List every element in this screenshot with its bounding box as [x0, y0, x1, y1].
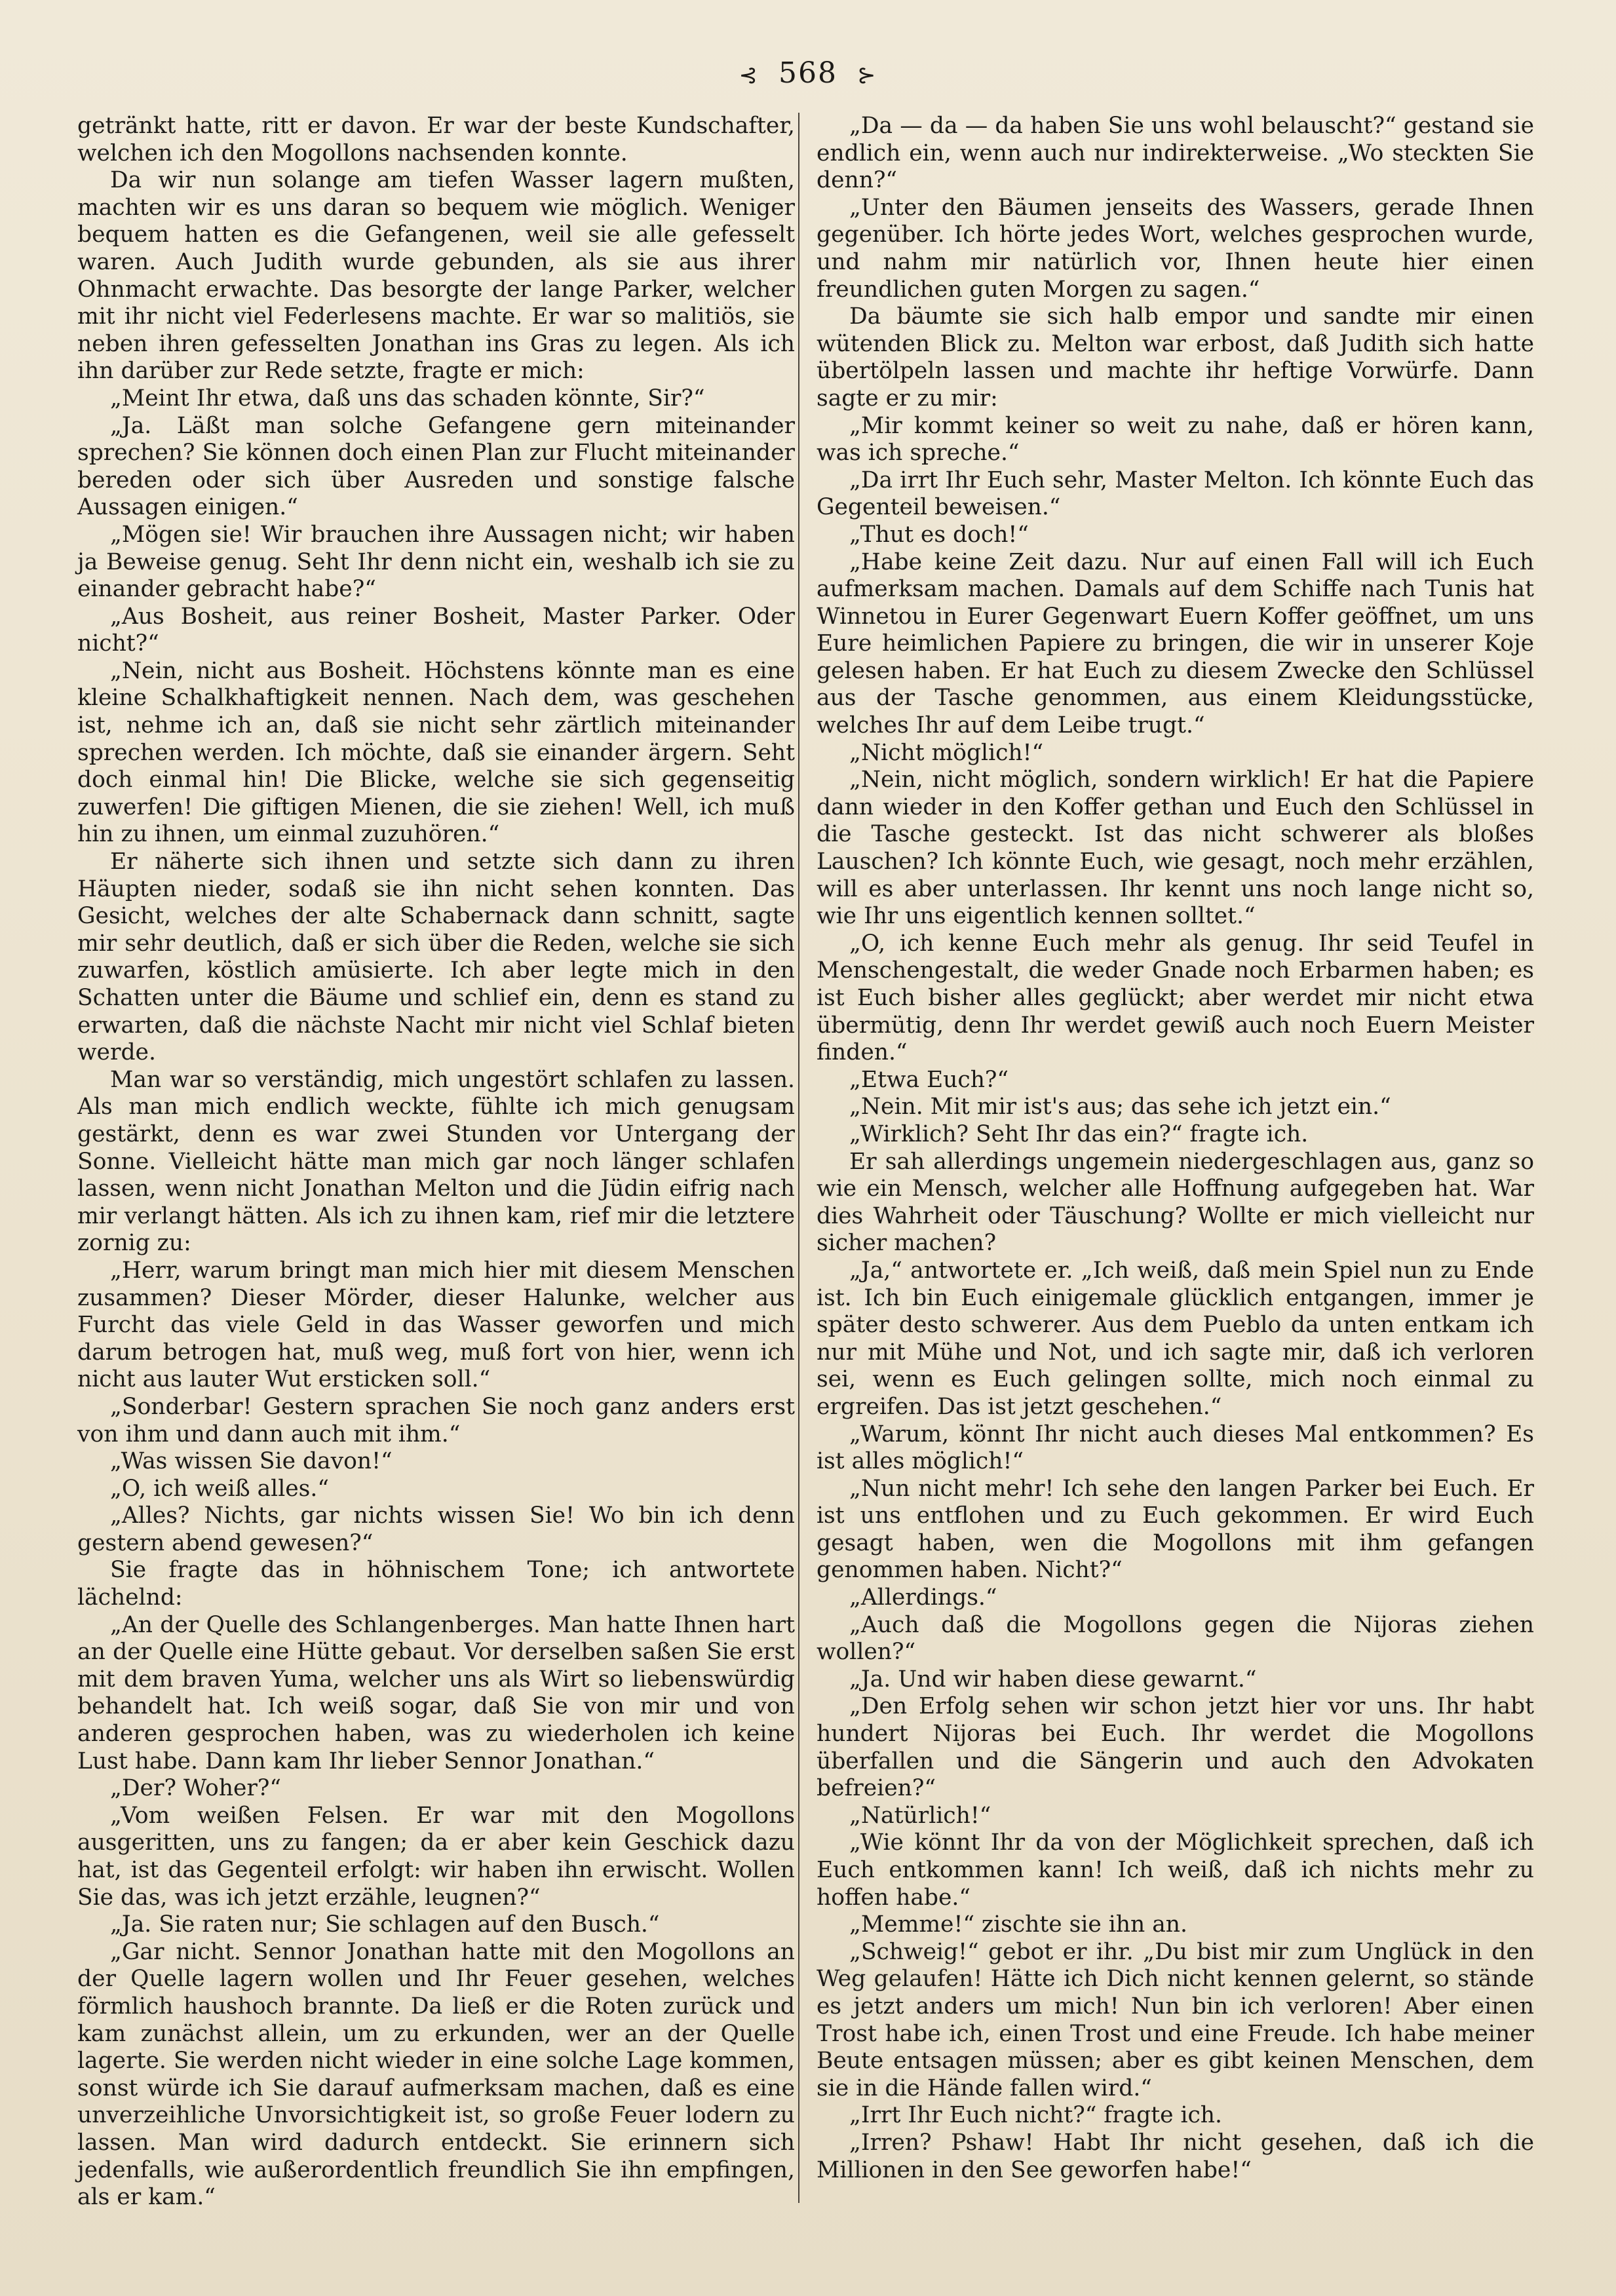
paragraph: „Ja. Sie raten nur; Sie schlagen auf den Busch.“	[110, 1911, 660, 1938]
paragraph: „Nein, nicht aus Bosheit. Höchstens könnte man es eine kleine Schalkhaftigkeit nennen. Nach dem, was geschehen ist, nehme ich an, daß sie nicht sehr zärtlich miteinander sprechen werden. Ich möchte, daß sie einander ärgern. Seht doch einmal hin! Die Blicke, welche sie sich gegenseitig zuwerfen! Die giftigen Mienen, die sie ziehen! Well, ich muß hin zu ihnen, um einmal zuzuhören.“	[77, 657, 795, 848]
paragraph: „Allerdings.“	[849, 1584, 997, 1611]
paragraph: „Mir kommt keiner so weit zu nahe, daß er hören kann, was ich spreche.“	[817, 412, 1534, 467]
paragraph: „An der Quelle des Schlangenberges. Man hatte Ihnen hart an der Quelle eine Hütte gebaut. Vor derselben saßen Sie erst mit dem braven Yuma, welcher uns als Wirt so liebenswürdig behandelt hat. Ich weiß sogar, daß Sie von mir und von anderen gesprochen haben, was zu wiederholen ich keine Lust habe. Dann kam Ihr lieber Sennor Jonathan.“	[77, 1611, 795, 1774]
paragraph: „Etwa Euch?“	[849, 1066, 1009, 1093]
paragraph: „Wirklich? Seht Ihr das ein?“ fragte ich.	[849, 1120, 1309, 1147]
paragraph: „Auch daß die Mogollons gegen die Nijoras ziehen wollen?“	[817, 1611, 1534, 1666]
paragraph: „Warum, könnt Ihr nicht auch dieses Mal entkommen? Es ist alles möglich!“	[817, 1421, 1534, 1475]
paragraph: „Nein, nicht möglich, sondern wirklich! Er hat die Papiere dann wieder in den Koffer gethan und Euch den Schlüssel in die Tasche gesteckt. Ist das nicht schwerer als bloßes Lauschen? Ich könnte Euch, wie gesagt, noch mehr erzählen, will es aber unterlassen. Ihr kennt uns noch lange nicht so, wie Ihr uns eigentlich kennen solltet.“	[817, 767, 1534, 930]
paragraph: „Der? Woher?“	[110, 1775, 282, 1802]
paragraph: getränkt hatte, ritt er davon. Er war der beste Kundschafter, welchen ich den Mogollons nachsenden konnte.	[77, 113, 795, 166]
left-column	[77, 113, 795, 2211]
ornament-left: ⊰	[739, 62, 759, 88]
paragraph: „Mögen sie! Wir brauchen ihre Aussagen nicht; wir haben ja Beweise genug. Seht Ihr denn nicht ein, weshalb ich sie zu einander gebracht habe?“	[77, 521, 795, 603]
paragraph: „Memme!“ zischte sie ihn an.	[849, 1911, 1187, 1938]
paragraph: „Unter den Bäumen jenseits des Wassers, gerade Ihnen gegenüber. Ich hörte jedes Wort, welches gesprochen wurde, und nahm mir natürlich vor, Ihnen heute hier einen freundlichen guten Morgen zu sagen.“	[817, 194, 1534, 303]
paragraph: „Thut es doch!“	[849, 521, 1029, 548]
paragraph: „Wie könnt Ihr da von der Möglichkeit sprechen, daß ich Euch entkommen kann! Ich weiß, daß ich nichts mehr zu hoffen habe.“	[817, 1829, 1534, 1911]
right-column	[817, 113, 1534, 2184]
paragraph: Sie fragte das in höhnischem Tone; ich antwortete lächelnd:	[77, 1557, 795, 1611]
paragraph: „Gar nicht. Sennor Jonathan hatte mit den Mogollons an der Quelle lagern wollen und Ihr Feuer gesehen, welches förmlich haushoch brannte. Da ließ er die Roten zurück und kam zunächst allein, um zu erkunden, wer an der Quelle lagerte. Sie werden nicht wieder in eine solche Lage kommen, sonst würde ich Sie darauf aufmerksam machen, daß es eine unverzeihliche Unvorsichtigkeit ist, so große Feuer lodern zu lassen. Man wird dadurch entdeckt. Sie erinnern sich jedenfalls, wie außerordentlich freundlich Sie ihn empfingen, als er kam.“	[77, 1938, 795, 2211]
paragraph: „Herr, warum bringt man mich hier mit diesem Menschen zusammen? Dieser Mörder, dieser Halunke, welcher aus Furcht das viele Geld in das Wasser geworfen und mich darum betrogen hat, muß weg, muß fort von hier, wenn ich nicht aus lauter Wut ersticken soll.“	[77, 1257, 795, 1393]
paragraph: „Irrt Ihr Euch nicht?“ fragte ich.	[849, 2102, 1222, 2129]
paragraph: „Schweig!“ gebot er ihr. „Du bist mir zum Unglück in den Weg gelaufen! Hätte ich Dich nicht kennen gelernt, so stände es jetzt anders um mich! Nun bin ich verloren! Aber einen Trost habe ich, einen Trost und eine Freude. Ich habe meiner Beute entsagen müssen; aber es gibt keinen Menschen, dem sie in die Hände fallen wird.“	[817, 1938, 1534, 2101]
paragraph: Da bäumte sie sich halb empor und sandte mir einen wütenden Blick zu. Melton war erbost, daß Judith sich hatte übertölpeln lassen und machte ihr heftige Vorwürfe. Dann sagte er zu mir:	[817, 303, 1534, 411]
paragraph: „Habe keine Zeit dazu. Nur auf einen Fall will ich Euch aufmerksam machen. Damals auf dem Schiffe nach Tunis hat Winnetou in Eurer Gegenwart Euern Koffer geöffnet, um uns Eure heimlichen Papiere zu bringen, die wir in unserer Koje gelesen haben. Er hat Euch zu diesem Zwecke den Schlüssel aus der Tasche genommen, aus einem Kleidungsstücke, welches Ihr auf dem Leibe trugt.“	[817, 548, 1534, 739]
column-divider	[798, 113, 799, 2203]
paragraph: „Vom weißen Felsen. Er war mit den Mogollons ausgeritten, uns zu fangen; da er aber kein Geschick dazu hat, ist das Gegenteil erfolgt: wir haben ihn erwischt. Wollen Sie das, was ich jetzt erzähle, leugnen?“	[77, 1802, 795, 1911]
page-number: 568	[779, 56, 837, 90]
paragraph: „Was wissen Sie davon!“	[110, 1448, 393, 1475]
paragraph: Man war so verständig, mich ungestört schlafen zu lassen. Als man mich endlich weckte, fühlte ich mich genugsam gestärkt, denn es war zwei Stunden vor Untergang der Sonne. Vielleicht hätte man mich gar noch länger schlafen lassen, wenn nicht Jonathan Melton und die Jüdin eifrig nach mir verlangt hätten. Als ich zu ihnen kam, rief mir die letztere zornig zu:	[77, 1066, 795, 1257]
paragraph: „O, ich kenne Euch mehr als genug. Ihr seid Teufel in Menschengestalt, die weder Gnade noch Erbarmen haben; es ist Euch bisher alles geglückt; aber werdet mir nicht etwa übermütig, denn Ihr werdet gewiß auch noch Euern Meister finden.“	[817, 930, 1534, 1066]
paragraph: „Ja. Und wir haben diese gewarnt.“	[849, 1666, 1257, 1693]
paragraph: „Ja,“ antwortete er. „Ich weiß, daß mein Spiel nun zu Ende ist. Ich bin Euch einigemale glücklich entgangen, immer je später desto schwerer. Aus dem Pueblo da unten entkam ich nur mit Mühe und Not, und ich sagte mir, daß ich verloren sei, wenn es Euch gelingen sollte, mich noch einmal zu ergreifen. Das ist jetzt geschehen.“	[817, 1257, 1534, 1420]
page-header	[0, 56, 1616, 90]
paragraph: „O, ich weiß alles.“	[110, 1475, 329, 1502]
paragraph: „Irren? Pshaw! Habt Ihr nicht gesehen, daß ich die Millionen in den See geworfen habe!“	[817, 2129, 1534, 2183]
paragraph: Da wir nun solange am tiefen Wasser lagern mußten, machten wir es uns daran so bequem wie möglich. Weniger bequem hatten es die Gefangenen, weil sie alle gefesselt waren. Auch Judith wurde gebunden, als sie aus ihrer Ohnmacht erwachte. Das besorgte der lange Parker, welcher mit ihr nicht viel Federlesens machte. Er war so malitiös, sie neben ihren gefesselten Jonathan ins Gras zu legen. Als ich ihn darüber zur Rede setzte, fragte er mich:	[77, 167, 795, 385]
paragraph: „Aus Bosheit, aus reiner Bosheit, Master Parker. Oder nicht?“	[77, 603, 795, 657]
paragraph: „Da irrt Ihr Euch sehr, Master Melton. Ich könnte Euch das Gegenteil beweisen.“	[817, 467, 1534, 521]
paragraph: „Den Erfolg sehen wir schon jetzt hier vor uns. Ihr habt hundert Nijoras bei Euch. Ihr werdet die Mogollons überfallen und die Sängerin und auch den Advokaten befreien?“	[817, 1693, 1534, 1802]
paragraph: „Ja. Läßt man solche Gefangene gern miteinander sprechen? Sie können doch einen Plan zur Flucht miteinander bereden oder sich über Ausreden und sonstige falsche Aussagen einigen.“	[77, 412, 795, 521]
paragraph: „Natürlich!“	[849, 1802, 991, 1829]
ornament-right: ⊱	[856, 62, 877, 88]
paragraph: Er näherte sich ihnen und setzte sich dann zu ihren Häupten nieder, sodaß sie ihn nicht sehen konnten. Das Gesicht, welches der alte Schabernack dann schnitt, sagte mir sehr deutlich, daß er sich über die Reden, welche sie sich zuwarfen, köstlich amüsierte. Ich aber legte mich in den Schatten unter die Bäume und schlief ein, denn es stand zu erwarten, daß die nächste Nacht mir nicht viel Schlaf bieten werde.	[77, 849, 795, 1066]
paragraph: „Sonderbar! Gestern sprachen Sie noch ganz anders erst von ihm und dann auch mit ihm.“	[77, 1393, 795, 1447]
paragraph: „Nicht möglich!“	[849, 739, 1044, 766]
paragraph: „Nun nicht mehr! Ich sehe den langen Parker bei Euch. Er ist uns entflohen und zu Euch gekommen. Er wird Euch gesagt haben, wen die Mogollons mit ihm gefangen genommen haben. Nicht?“	[817, 1475, 1534, 1584]
paragraph: „Da — da — da haben Sie uns wohl belauscht?“ gestand sie endlich ein, wenn auch nur indirekterweise. „Wo steckten Sie denn?“	[817, 113, 1534, 194]
paragraph: „Nein. Mit mir ist's aus; das sehe ich jetzt ein.“	[849, 1094, 1391, 1120]
paragraph: Er sah allerdings ungemein niedergeschlagen aus, ganz so wie ein Mensch, welcher alle Hoffnung aufgegeben hat. War dies Wahrheit oder Täuschung? Wollte er mich vielleicht nur sicher machen?	[817, 1148, 1534, 1257]
paragraph: „Meint Ihr etwa, daß uns das schaden könnte, Sir?“	[110, 385, 705, 411]
paragraph: „Alles? Nichts, gar nichts wissen Sie! Wo bin ich denn gestern abend gewesen?“	[77, 1502, 795, 1556]
